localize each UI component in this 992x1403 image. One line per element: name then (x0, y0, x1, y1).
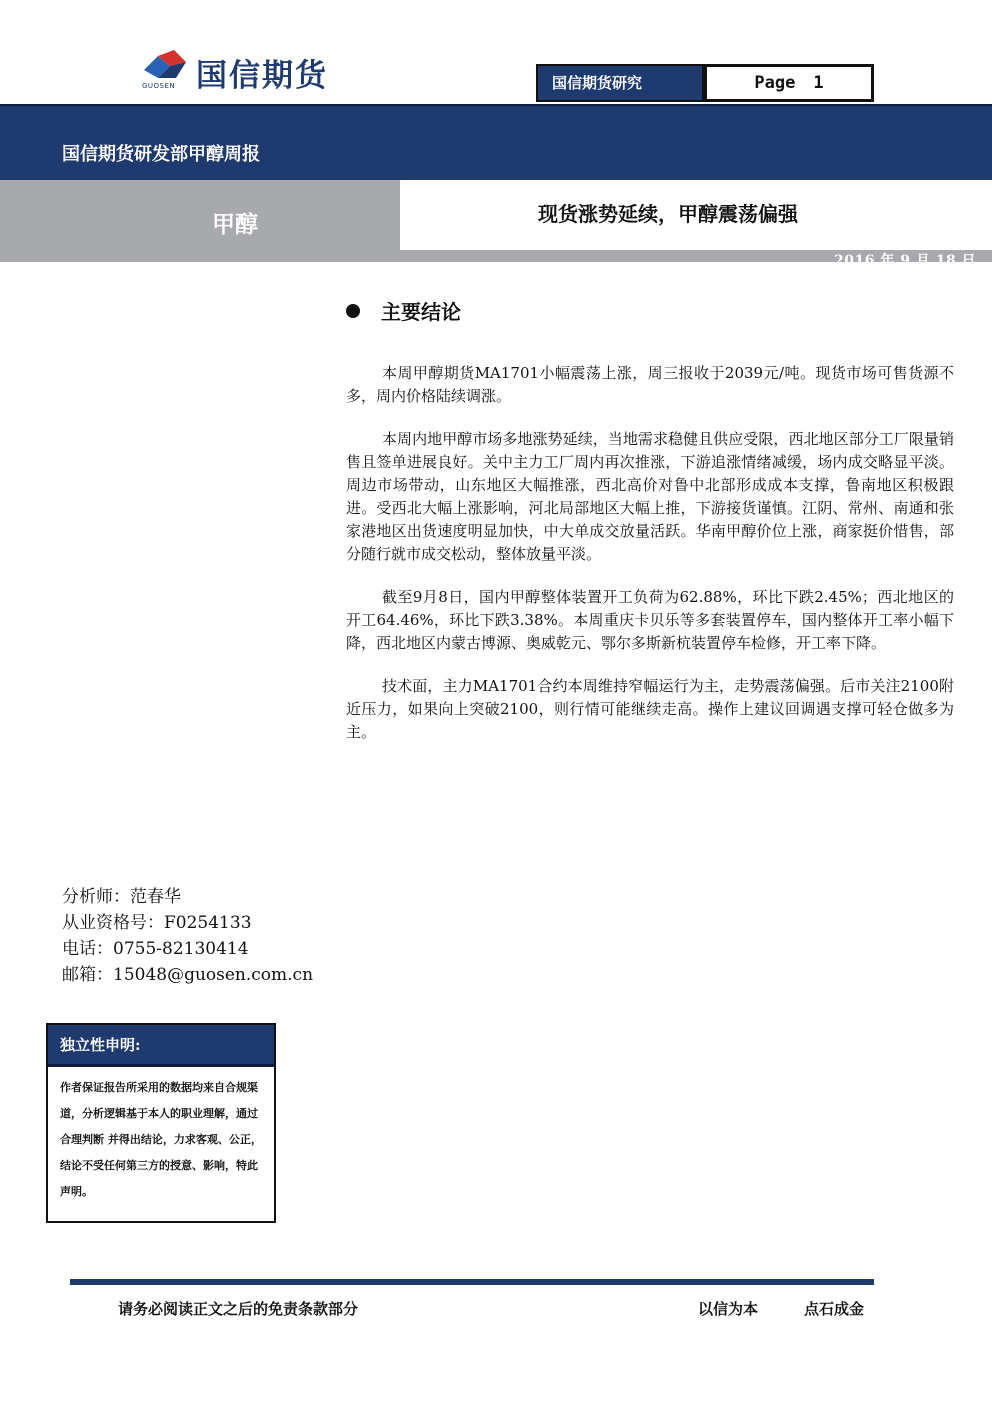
declaration-text: 作者保证报告所采用的数据均来自合规渠道，分析逻辑基于本人的职业理解，通过合理判断 并得出结论，力求客观、公正，结论不受任何第三方的授意、影响，特此声明。 (60, 1081, 262, 1198)
footer-slogan-1: 以信为本 (698, 1300, 759, 1318)
research-label-box (536, 64, 704, 102)
company-logo (140, 48, 370, 92)
logo-text: 国信期货 (196, 58, 328, 94)
paragraph: 本周内地甲醇市场多地涨势延续，当地需求稳健且供应受限，西北地区部分工厂限量销售且签单进展良好。关中主力工厂周内再次推涨，下游追涨情绪减缓，场内成交略显平淡。周边市场带动，山东地区大幅推涨，西北高价对鲁中北部形成成本支撑，鲁南地区积极跟进。受西北大幅上涨影响，河北局部地区大幅上推，下游接货谨慎。江阴、常州、南通和张家港地区出货速度明显加快，中大单成交放量活跃。华南甲醇价位上涨，商家挺价惜售，部分随行就市成交松动，整体放量平淡。 (346, 430, 954, 563)
category-label: 甲醇 (212, 211, 258, 238)
footer-divider (70, 1279, 874, 1285)
paragraph: 本周甲醇期货MA1701小幅震荡上涨，周三报收于2039元/吨。现货市场可售货源不多，周内价格陆续调涨。 (346, 364, 954, 405)
analyst-name: 分析师：范春华 (62, 887, 181, 907)
section-title: 主要结论 (381, 300, 461, 324)
bullet-icon (346, 304, 360, 318)
page-number: 1 (813, 73, 824, 93)
analyst-email: 邮箱：15048@guosen.com.cn (62, 965, 314, 985)
analyst-phone: 电话：0755-82130414 (62, 939, 249, 959)
paragraph: 截至9月8日，国内甲醇整体装置开工负荷为62.88%，环比下跌2.45%；西北地区的开工64.46%，环比下跌3.38%。本周重庆卡贝乐等多套装置停车，国内整体开工率小幅下降，西北地区内蒙古博源、奥威乾元、鄂尔多斯新杭装置停车检修，开工率下降。 (346, 588, 954, 652)
logo-subtext: GUOSEN (142, 82, 176, 90)
independence-declaration (46, 1023, 276, 1223)
main-conclusions (346, 362, 954, 764)
research-label: 国信期货研究 (552, 74, 643, 92)
report-title: 国信期货研发部甲醇周报 (62, 144, 260, 165)
analyst-license: 从业资格号：F0254133 (62, 913, 252, 933)
paragraph: 技术面，主力MA1701合约本周维持窄幅运行为主，走势震荡偏强。后市关注2100附近压力，如果向上突破2100，则行情可能继续走高。操作上建议回调遇支撑可轻仓做多为主。 (346, 677, 954, 741)
declaration-title: 独立性申明: (48, 1025, 274, 1067)
footer-slogan-2: 点石成金 (804, 1300, 865, 1318)
analyst-info (62, 884, 313, 988)
report-date: 2016 年 9 月 18 日 (834, 253, 977, 269)
report-headline: 现货涨势延续，甲醇震荡偏强 (538, 202, 798, 226)
footer-disclaimer: 请务必阅读正文之后的免责条款部分 (118, 1300, 359, 1318)
page-indicator (704, 64, 874, 102)
page-label: Page (754, 73, 796, 93)
